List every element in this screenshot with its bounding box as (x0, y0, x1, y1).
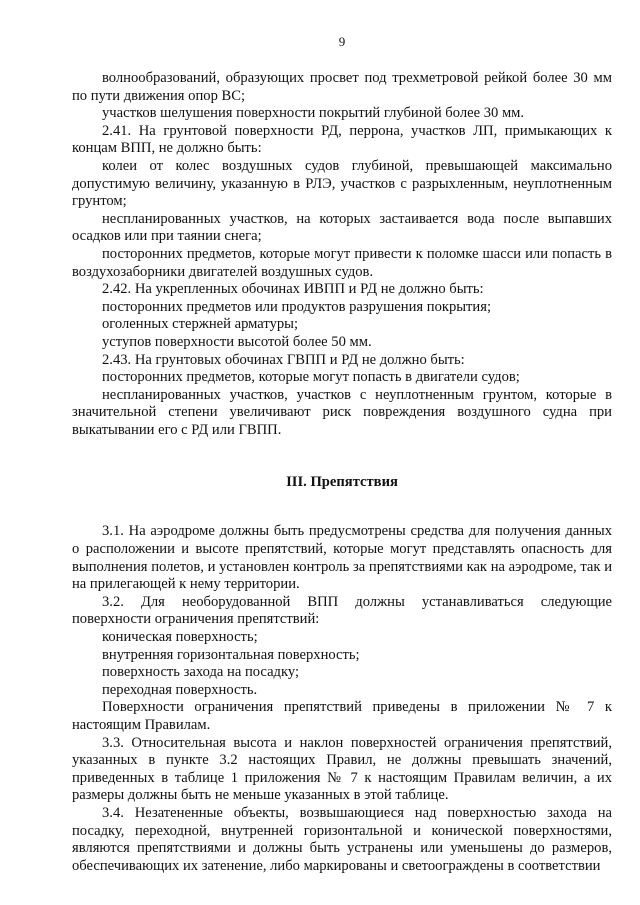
paragraph-3-4: 3.4. Незатененные объекты, возвышающиеся над поверхностью захода на посадку, переходной, внутренней горизонтальной и конической поверхностями, являются препятствиями и должны быть устранены или уменьшены до размеров, обеспечивающих их затенение, либо маркированы и светоограждены в соответствии (72, 804, 612, 874)
paragraph-3-1: 3.1. На аэродроме должны быть предусмотрены средства для получения данных о расположении и высоте препятствий, которые могут представлять опасность для выполнения полетов, и установлен контроль за препятствиями как на аэродроме, так и на прилегающей к нему территории. (72, 523, 612, 593)
paragraph: участков шелушения поверхности покрытий глубиной более 30 мм. (102, 105, 525, 122)
section-heading: III. Препятствия (286, 474, 398, 491)
paragraph: посторонних предметов или продуктов разрушения покрытия; (102, 298, 492, 315)
paragraph-2-42: 2.42. На укрепленных обочинах ИВПП и РД не должно быть: (102, 281, 484, 298)
paragraph: неспланированных участков, участков с неуплотненным грунтом, которые в значительной степени увеличивают риск повреждения воздушного судна при выкатывании его с РД или ГВПП. (72, 386, 612, 438)
paragraph: коническая поверхность; (102, 629, 258, 646)
paragraph-3-2: 3.2. Для необорудованной ВПП должны устанавливаться следующие поверхности ограничения препятствий: (72, 593, 612, 628)
paragraph: колеи от колес воздушных судов глубиной, превышающей максимально допустимую величину, указанную в РЛЭ, участков с разрыхленным, неуплотненным грунтом; (72, 157, 612, 210)
paragraph: внутренняя горизонтальная поверхность; (102, 646, 360, 663)
page-number: 9 (338, 34, 346, 49)
paragraph: посторонних предметов, которые могут привести к поломке шасси или попасть в воздухозаборники двигателей воздушных судов. (72, 245, 612, 280)
paragraph-3-3: 3.3. Относительная высота и наклон поверхностей ограничения препятствий, указанных в пункте 3.2 настоящих Правил, не должны превышать значений, приведенных в таблице 1 приложения № 7 к настоящим Правилам величин, а их размеры должны быть не меньше указанных в этой таблице. (72, 734, 612, 804)
paragraph-2-43: 2.43. На грунтовых обочинах ГВПП и РД не должно быть: (102, 351, 465, 368)
paragraph: уступов поверхности высотой более 50 мм. (102, 333, 372, 350)
paragraph: волнообразований, образующих просвет под трехметровой рейкой более 30 мм по пути движения опор ВС; (72, 70, 612, 104)
paragraph: поверхность захода на посадку; (102, 664, 300, 681)
body-text-top (72, 70, 612, 439)
paragraph: оголенных стержней арматуры; (102, 316, 299, 333)
paragraph: Поверхности ограничения препятствий приведены в приложении № 7 к настоящим Правилам. (72, 699, 612, 733)
paragraph: посторонних предметов, которые могут попасть в двигатели судов; (102, 369, 520, 386)
body-text-bottom (72, 523, 612, 875)
paragraph: неспланированных участков, на которых застаивается вода после выпавших осадков или при таянии снега; (72, 210, 612, 245)
paragraph-2-41: 2.41. На грунтовой поверхности РД, перрона, участков ЛП, примыкающих к концам ВПП, не должно быть: (72, 122, 612, 157)
paragraph: переходная поверхность. (102, 681, 258, 698)
